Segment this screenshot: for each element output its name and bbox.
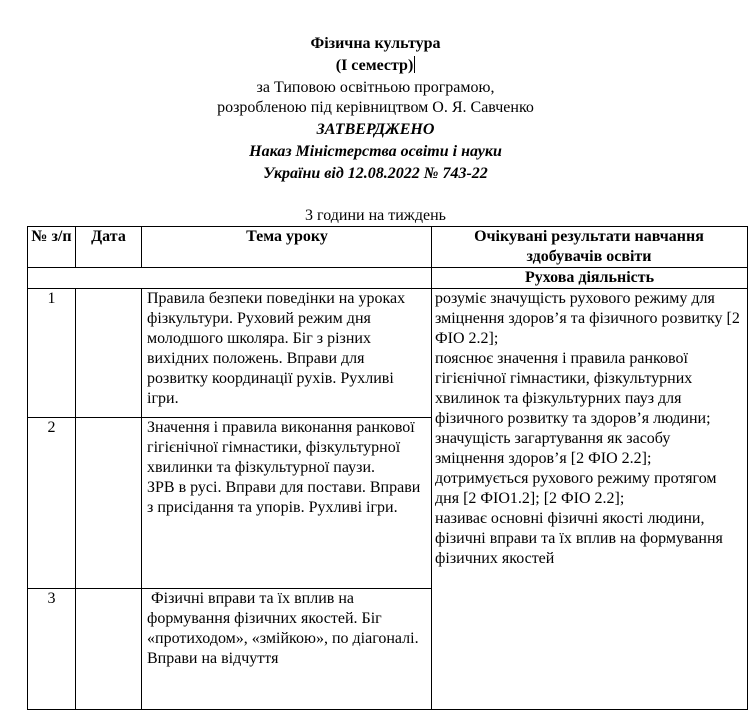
results-cell: розуміє значущість рухового режиму для зміцнення здоров’я та фізичного розвитку [2 ФІО 2.2]; пояснює значення і правила ранкової гігієнічної гімнастики, фізкультурних хвилинок та фізкультурних пауз для фізичного розвитку та здоров’я людини; значущість загартування як засобу зміцнення здоров’я [2 ФІО 2.2]; дотримується рухового режиму протягом дня [2 ФІО1.2]; [2 ФІО 2.2]; називає основні фізичні якості людини, фізичні вправи та їх вплив на формування фізичних якостей	[432, 289, 748, 710]
section-title: Рухова діяльність	[432, 268, 748, 289]
lesson-plan-table	[27, 226, 748, 710]
approved-label: ЗАТВЕРДЖЕНО	[316, 121, 435, 138]
header-date: Дата	[76, 227, 142, 268]
document-title: Фізична культура	[310, 35, 441, 52]
row-topic: Фізичні вправи та їх вплив на формування фізичних якостей. Біг «протиходом», «змійкою», по діагоналі. Вправи на відчуття	[142, 589, 432, 710]
row-number: 1	[28, 289, 76, 418]
author-line: розробленою під керівництвом О. Я. Савченко	[217, 99, 534, 116]
section-row	[28, 268, 748, 289]
section-empty-cell	[28, 268, 432, 289]
text-cursor	[414, 56, 415, 73]
semester-label	[0, 56, 751, 76]
header-topic: Тема уроку	[142, 227, 432, 268]
table-row	[28, 289, 748, 418]
header-results: Очікувані результати навчання здобувачів освіти	[432, 227, 748, 268]
row-date	[76, 289, 142, 418]
row-topic: Значення і правила виконання ранкової гігієнічної гімнастики, фізкультурної хвилинки та фізкультурної паузи. ЗРВ в русі. Вправи для постави. Вправи з присідання та упорів. Рухливі ігри.	[142, 418, 432, 589]
hours-per-week: 3 години на тиждень	[305, 207, 446, 224]
row-date	[76, 418, 142, 589]
row-topic: Правила безпеки поведінки на уроках фізкультури. Руховий режим дня молодшого школяра. Біг з різних вихідних положень. Вправи для розвитку координації рухів. Рухливі ігри.	[142, 289, 432, 418]
program-line: за Типовою освітньою програмою,	[256, 79, 495, 96]
row-date	[76, 589, 142, 710]
table-header-row	[28, 227, 748, 268]
row-number: 2	[28, 418, 76, 589]
order-line-2: України від 12.08.2022 № 743-22	[263, 165, 488, 182]
semester-text: (І семестр)	[335, 57, 414, 74]
row-number: 3	[28, 589, 76, 710]
header-number: № з/п	[28, 227, 76, 268]
order-line-1: Наказ Міністерства освіти і науки	[249, 143, 502, 160]
